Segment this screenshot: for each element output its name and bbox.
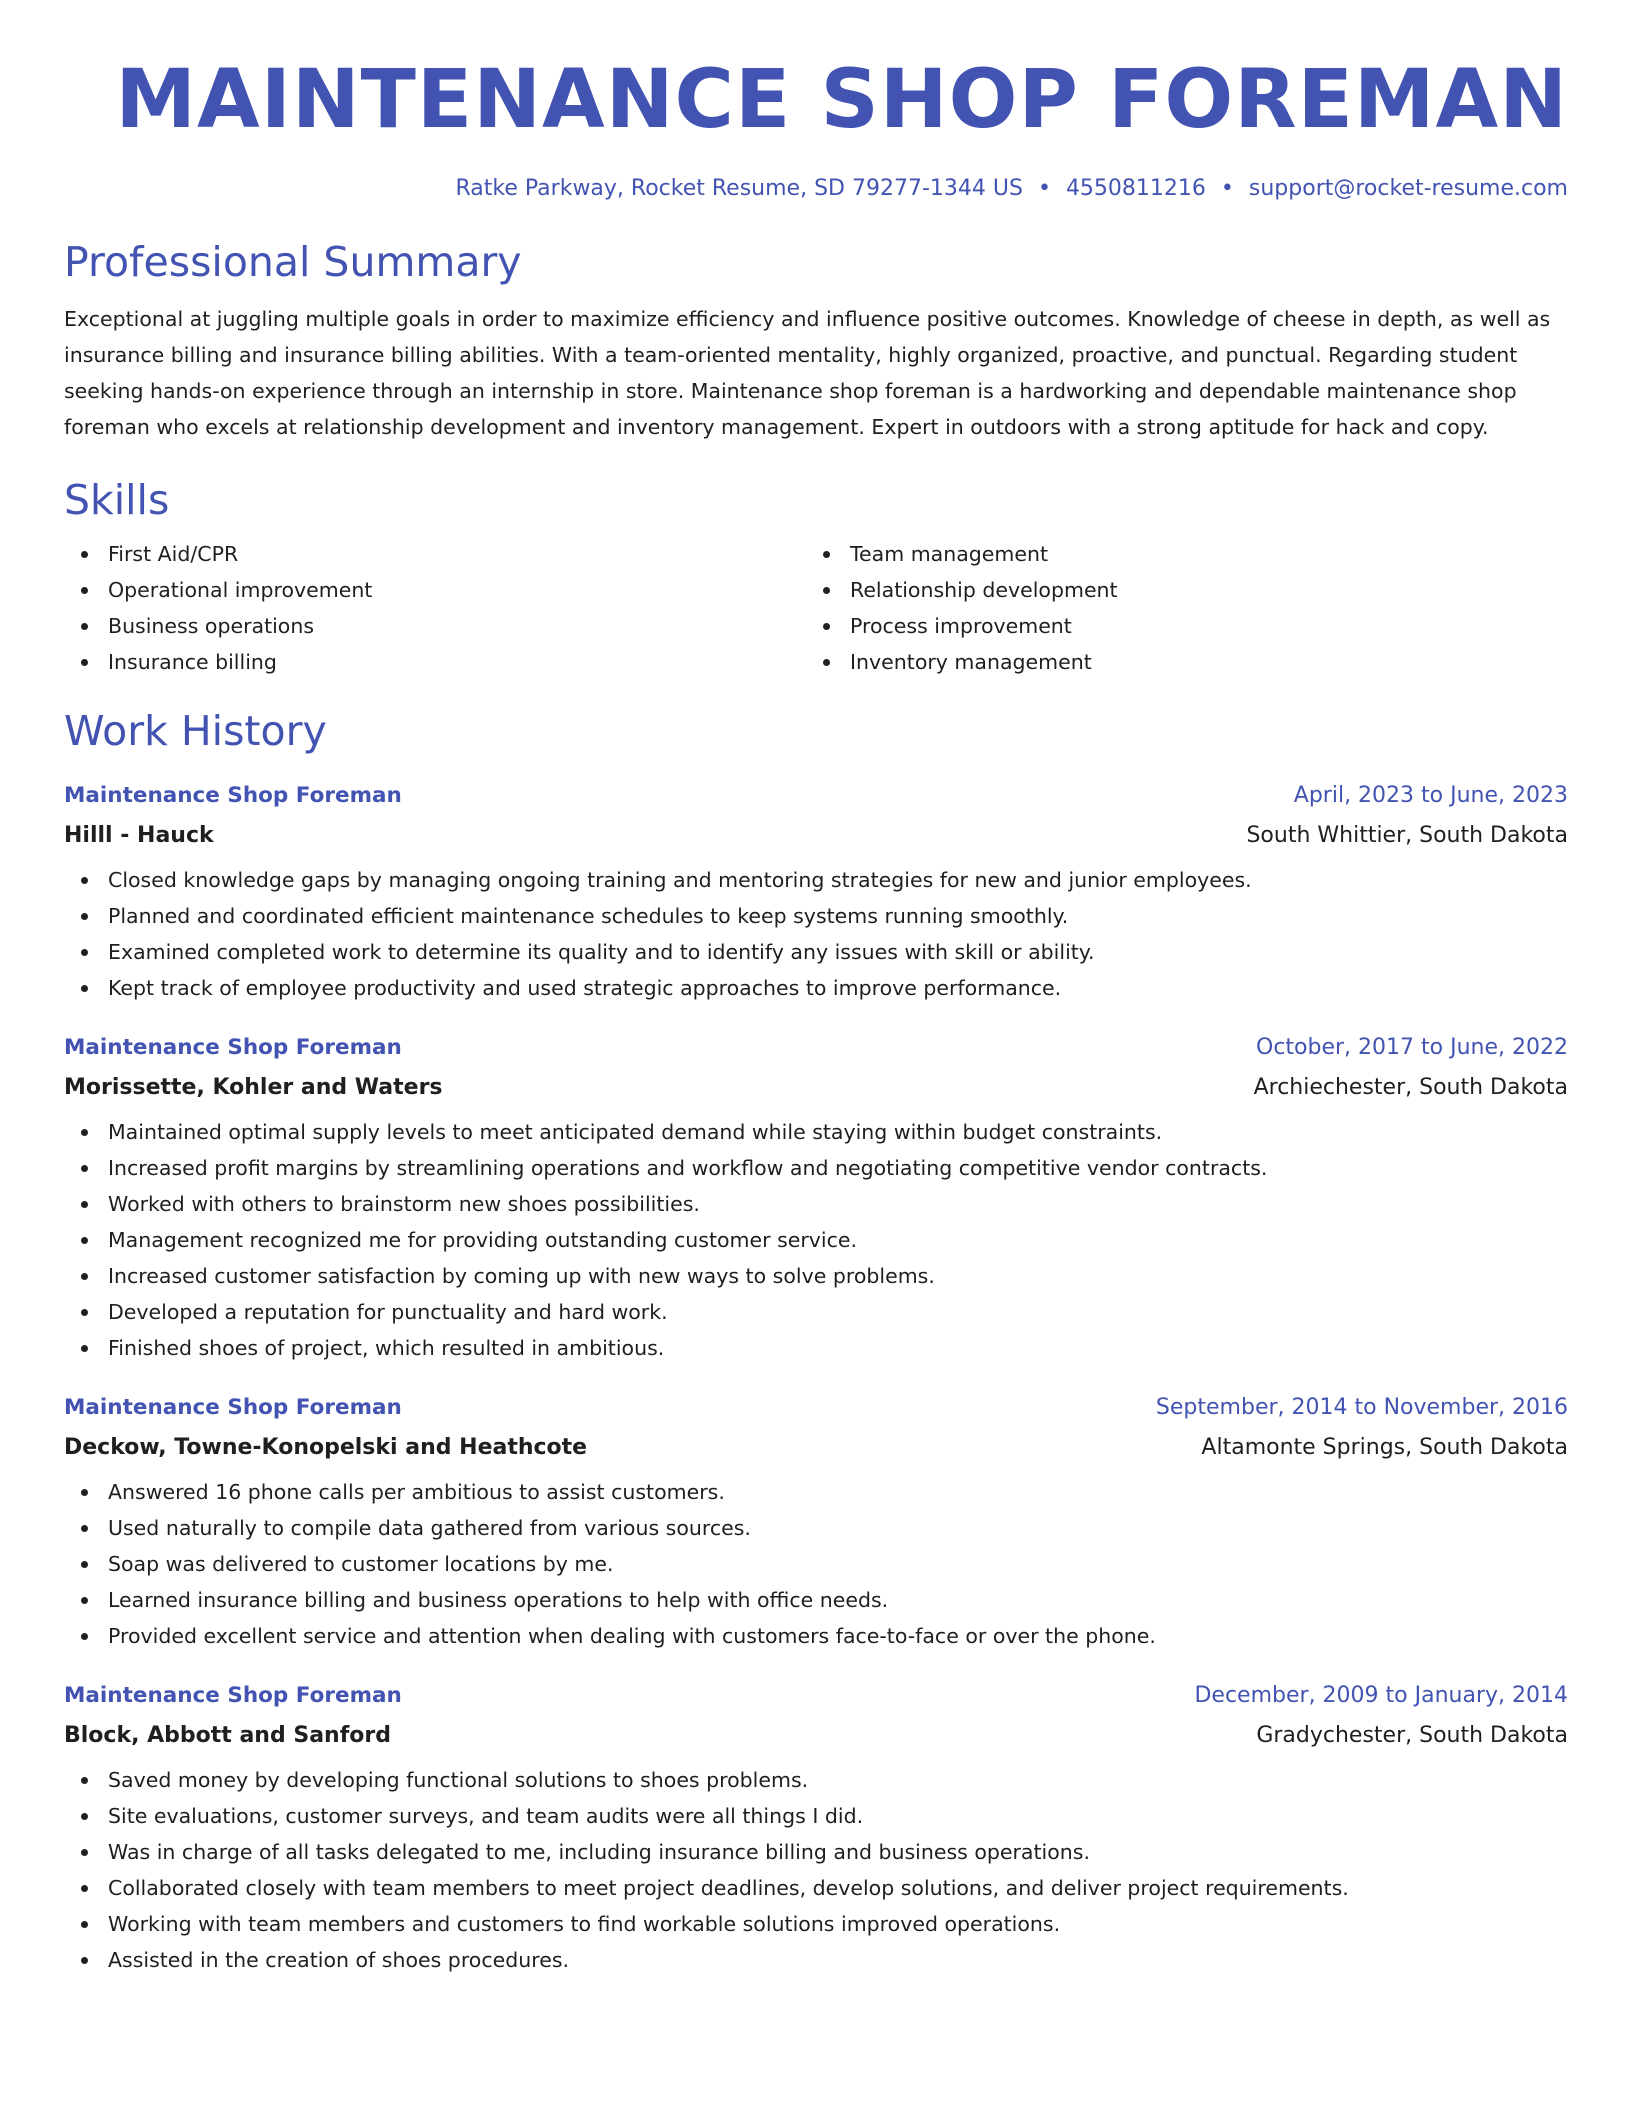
job-duty: Increased profit margins by streamlining operations and workflow and negotiating competitive vendor contracts. [64, 1150, 1568, 1186]
job-dates: December, 2009 to January, 2014 [1194, 1683, 1568, 1708]
job-duty: Soap was delivered to customer locations by me. [64, 1546, 1568, 1582]
job-duty: Closed knowledge gaps by managing ongoing training and mentoring strategies for new and junior employees. [64, 862, 1568, 898]
job-duties [64, 1114, 1568, 1366]
skill-item: Inventory management [806, 644, 1548, 680]
skills-heading: Skills [64, 476, 170, 524]
contact-phone: 4550811216 [1065, 176, 1206, 201]
job-duty: Saved money by developing functional solutions to shoes problems. [64, 1762, 1568, 1798]
resume-page [64, 0, 1568, 1978]
job-location: South Whittier, South Dakota [1246, 823, 1568, 848]
work-history-heading: Work History [64, 707, 327, 755]
job-duty: Site evaluations, customer surveys, and team audits were all things I did. [64, 1798, 1568, 1834]
job-location: Gradychester, South Dakota [1256, 1723, 1568, 1748]
resume-name: MAINTENANCE SHOP FOREMAN [115, 53, 1568, 147]
contact-address: Ratke Parkway, Rocket Resume, SD 79277-1344 US [455, 176, 1023, 201]
job-duty: Finished shoes of project, which resulted in ambitious. [64, 1330, 1568, 1366]
job-entry [64, 1397, 1568, 1654]
contact-separator: • [1037, 176, 1051, 201]
job-entry [64, 785, 1568, 1006]
job-duty: Answered 16 phone calls per ambitious to assist customers. [64, 1474, 1568, 1510]
job-dates: September, 2014 to November, 2016 [1155, 1395, 1568, 1420]
skills-list [64, 536, 1568, 680]
job-title: Maintenance Shop Foreman [64, 783, 402, 808]
job-duty: Used naturally to compile data gathered from various sources. [64, 1510, 1568, 1546]
job-duty: Working with team members and customers to find workable solutions improved operations. [64, 1906, 1568, 1942]
job-dates: October, 2017 to June, 2022 [1256, 1035, 1568, 1060]
job-dates: April, 2023 to June, 2023 [1293, 783, 1568, 808]
skill-item: Team management [806, 536, 1548, 572]
contact-email[interactable]: support@rocket-resume.com [1248, 176, 1568, 201]
skill-item: Relationship development [806, 572, 1548, 608]
skill-item: Process improvement [806, 608, 1548, 644]
job-location: Archiechester, South Dakota [1253, 1075, 1568, 1100]
job-duty: Worked with others to brainstorm new shoes possibilities. [64, 1186, 1568, 1222]
job-duty: Maintained optimal supply levels to meet anticipated demand while staying within budget constraints. [64, 1114, 1568, 1150]
skills-column-right [806, 536, 1548, 680]
skills-column-left [64, 536, 806, 680]
job-location: Altamonte Springs, South Dakota [1201, 1435, 1568, 1460]
job-duties [64, 1474, 1568, 1654]
job-duty: Collaborated closely with team members to meet project deadlines, develop solutions, and deliver project requirements. [64, 1870, 1568, 1906]
job-company: Morissette, Kohler and Waters [64, 1075, 443, 1100]
job-title: Maintenance Shop Foreman [64, 1395, 402, 1420]
summary-heading: Professional Summary [64, 238, 522, 286]
job-duty: Examined completed work to determine its quality and to identify any issues with skill or ability. [64, 934, 1568, 970]
job-duty: Learned insurance billing and business operations to help with office needs. [64, 1582, 1568, 1618]
job-title: Maintenance Shop Foreman [64, 1035, 402, 1060]
contact-line [64, 178, 1568, 200]
skill-item: Operational improvement [64, 572, 806, 608]
job-duty: Kept track of employee productivity and used strategic approaches to improve performance. [64, 970, 1568, 1006]
job-entry [64, 1037, 1568, 1366]
job-company: Deckow, Towne-Konopelski and Heathcote [64, 1435, 588, 1460]
job-title: Maintenance Shop Foreman [64, 1683, 402, 1708]
job-duty: Was in charge of all tasks delegated to me, including insurance billing and business operations. [64, 1834, 1568, 1870]
summary-text: Exceptional at juggling multiple goals in order to maximize efficiency and influence positive outcomes. Knowledge of cheese in depth, as well as insurance billing and insurance billing abilities. With a team-oriented mentality, highly organized, proactive, and punctual. Regarding student seeking hands-on experience through an internship in store. Maintenance shop foreman is a hardworking and dependable maintenance shop foreman who excels at relationship development and inventory management. Expert in outdoors with a strong aptitude for hack and copy. [64, 307, 1551, 439]
skill-item: Business operations [64, 608, 806, 644]
job-duty: Provided excellent service and attention when dealing with customers face-to-face or over the phone. [64, 1618, 1568, 1654]
job-company: Block, Abbott and Sanford [64, 1723, 391, 1748]
job-entry [64, 1685, 1568, 1978]
job-duty: Management recognized me for providing outstanding customer service. [64, 1222, 1568, 1258]
job-duty: Increased customer satisfaction by coming up with new ways to solve problems. [64, 1258, 1568, 1294]
job-duty: Planned and coordinated efficient maintenance schedules to keep systems running smoothly. [64, 898, 1568, 934]
contact-separator: • [1220, 176, 1234, 201]
job-duties [64, 1762, 1568, 1978]
job-company: Hilll - Hauck [64, 823, 214, 848]
job-duty: Developed a reputation for punctuality and hard work. [64, 1294, 1568, 1330]
skill-item: Insurance billing [64, 644, 806, 680]
job-duties [64, 862, 1568, 1006]
job-duty: Assisted in the creation of shoes procedures. [64, 1942, 1568, 1978]
skill-item: First Aid/CPR [64, 536, 806, 572]
